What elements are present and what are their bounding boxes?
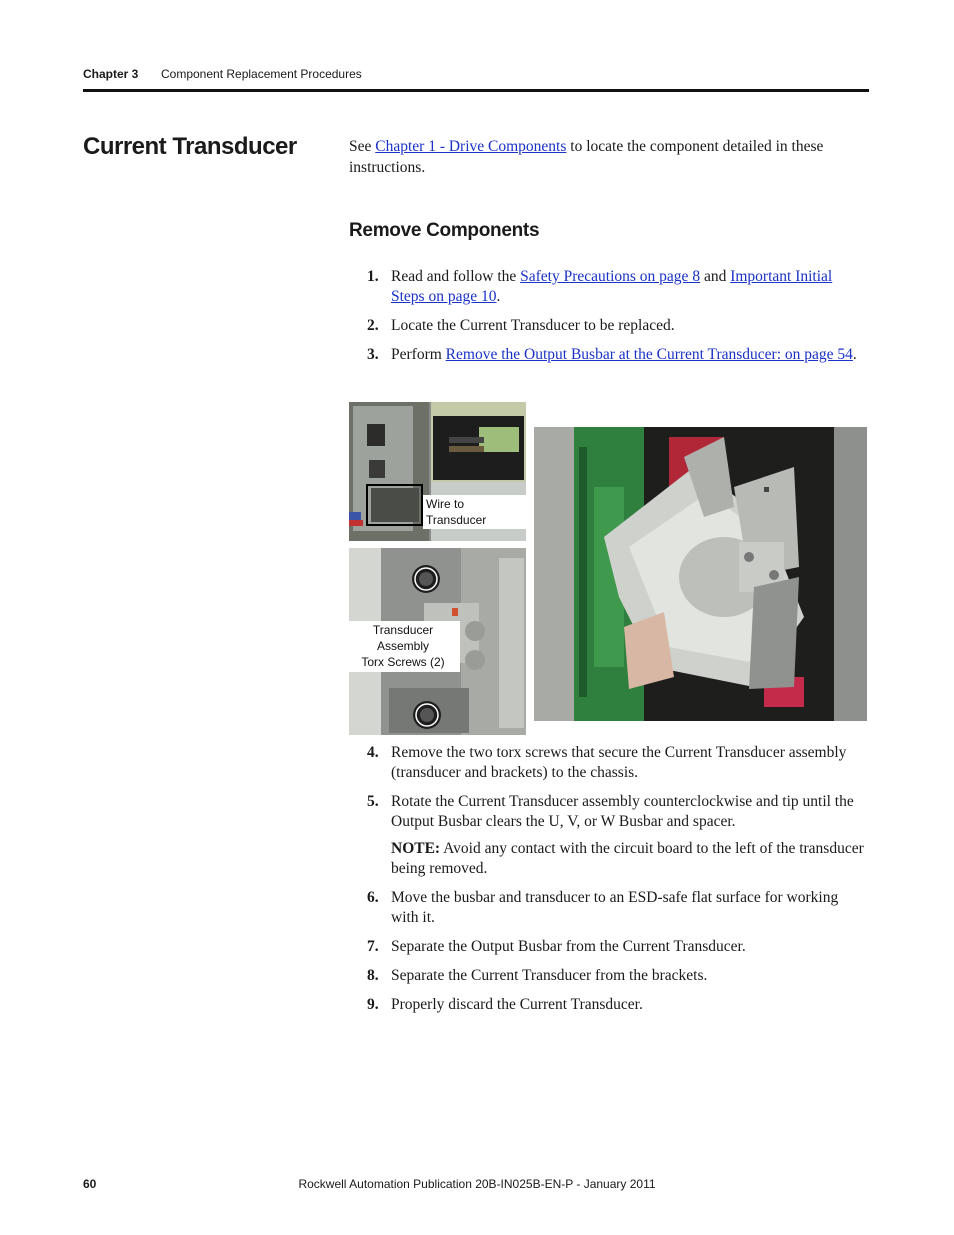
step-4 <box>349 743 869 783</box>
step-number: 8. <box>367 967 379 984</box>
step-text: Locate the Current Transducer to be replaced. <box>391 317 675 334</box>
step-text: Properly discard the Current Transducer. <box>391 996 643 1013</box>
step-text: Separate the Current Transducer from the brackets. <box>391 967 708 984</box>
step-number: 2. <box>367 317 379 334</box>
safety-precautions-link[interactable]: Safety Precautions on page 8 <box>520 268 701 285</box>
wire-callout: Wire to Transducer <box>423 495 526 529</box>
remove-output-busbar-link[interactable]: Remove the Output Busbar at the Current Transducer: on page 54 <box>445 346 853 363</box>
section-label: Component Replacement Procedures <box>161 67 362 81</box>
step-number: 9. <box>367 996 379 1013</box>
screws-callout-line1: Transducer Assembly <box>372 623 434 653</box>
remove-components-heading: Remove Components <box>349 220 540 241</box>
step-number: 5. <box>367 793 379 810</box>
step-5 <box>349 792 869 832</box>
step-7 <box>349 937 869 957</box>
step-number: 4. <box>367 744 379 761</box>
torx-screws-photo <box>349 548 526 735</box>
step-text: Move the busbar and transducer to an ESD-safe flat surface for working with it. <box>391 889 839 926</box>
step-2 <box>349 316 869 336</box>
step-text: and <box>700 268 731 285</box>
step-text: . <box>852 346 857 363</box>
page-title: Current Transducer <box>83 133 297 160</box>
important-initial-steps-link[interactable]: Important Initial Steps on page 10 <box>391 268 833 305</box>
step-9 <box>349 995 869 1015</box>
step-8 <box>349 966 869 986</box>
chapter-1-link[interactable]: Chapter 1 - Drive Components <box>375 138 567 155</box>
intro-prefix: See <box>349 138 376 155</box>
step-number: 1. <box>367 268 379 285</box>
wire-to-transducer-photo <box>349 402 526 541</box>
step-text: Rotate the Current Transducer assembly counterclockwise and tip until the Output Busbar clears the U, V, or W Busbar and spacer. <box>391 793 854 830</box>
steps-list-a <box>349 267 869 374</box>
step-3 <box>349 345 869 365</box>
step-text: Read and follow the <box>391 268 521 285</box>
header-rule <box>83 89 869 92</box>
step-number: 7. <box>367 938 379 955</box>
chapter-label: Chapter 3 <box>83 67 139 81</box>
publication-info: Rockwell Automation Publication 20B-IN025B-EN-P - January 2011 <box>298 1177 656 1191</box>
steps-list-b <box>349 743 869 1024</box>
note-paragraph <box>349 839 869 879</box>
step-text: Separate the Output Busbar from the Current Transducer. <box>391 938 746 955</box>
intro-paragraph <box>349 136 869 178</box>
transducer-assembly-photo <box>534 427 867 721</box>
screws-callout-line2: Torx Screws (2) <box>361 655 445 669</box>
screws-callout <box>349 621 460 672</box>
intro-suffix: to locate the component detailed in these instructions. <box>349 138 824 176</box>
step-text: Perform <box>391 346 446 363</box>
step-number: 6. <box>367 889 379 906</box>
note-label: NOTE: <box>391 840 441 857</box>
step-text: . <box>496 288 501 305</box>
page-number: 60 <box>83 1177 97 1191</box>
step-number: 3. <box>367 346 379 363</box>
step-6 <box>349 888 869 928</box>
note-text: Avoid any contact with the circuit board to the left of the transducer being removed. <box>391 840 864 877</box>
step-text: Remove the two torx screws that secure the Current Transducer assembly (transducer and brackets) to the chassis. <box>391 744 847 781</box>
step-1 <box>349 267 869 307</box>
